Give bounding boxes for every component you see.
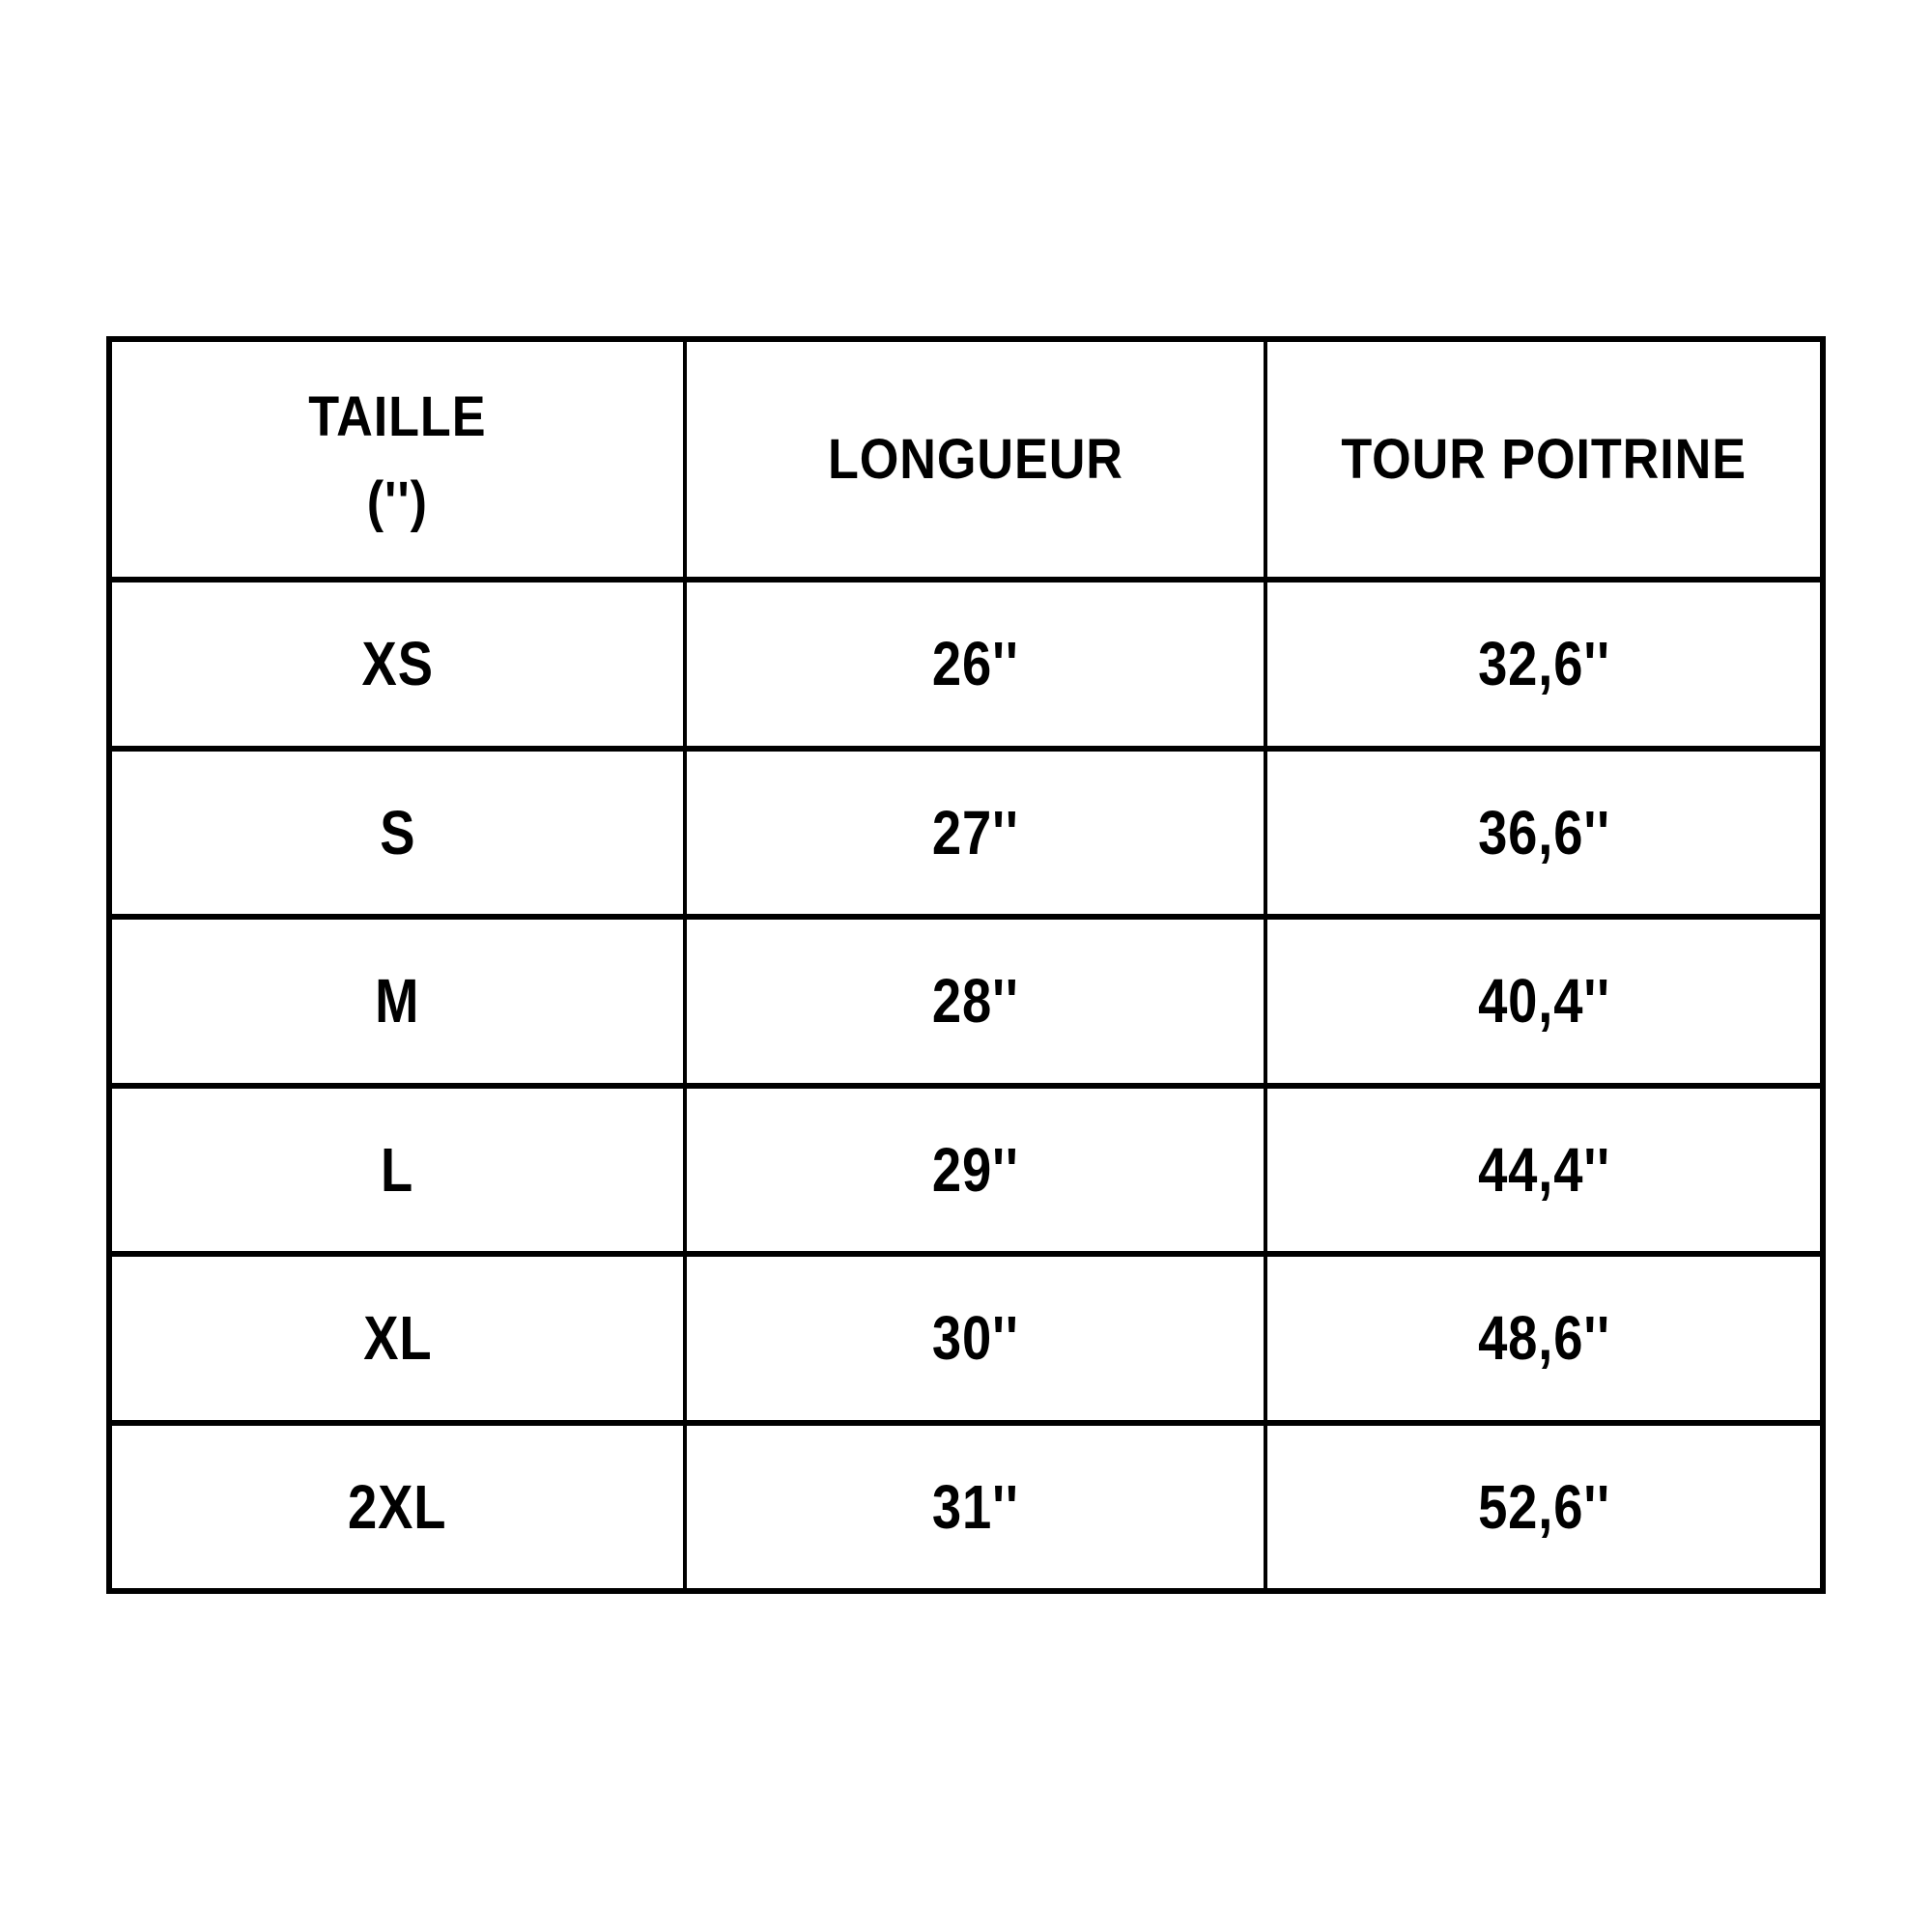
chest-value: 36,6'' bbox=[1477, 797, 1610, 867]
header-cell-taille bbox=[112, 342, 687, 577]
size-value: S bbox=[379, 797, 416, 867]
size-value: L bbox=[381, 1134, 414, 1205]
chest-value: 40,4'' bbox=[1477, 966, 1610, 1037]
size-cell bbox=[112, 1257, 687, 1420]
size-cell bbox=[112, 1426, 687, 1589]
table-row-xl bbox=[112, 1257, 1820, 1426]
chest-cell bbox=[1267, 1089, 1820, 1252]
header-cell-longueur bbox=[687, 342, 1267, 577]
size-cell bbox=[112, 920, 687, 1083]
header-taille-stack bbox=[308, 384, 487, 533]
length-value: 27'' bbox=[931, 797, 1019, 867]
size-cell bbox=[112, 582, 687, 746]
header-tour-poitrine-label: TOUR POITRINE bbox=[1341, 428, 1747, 491]
table-row-l bbox=[112, 1089, 1820, 1258]
size-value: 2XL bbox=[348, 1471, 447, 1542]
size-value: XL bbox=[362, 1303, 433, 1374]
chest-cell bbox=[1267, 752, 1820, 915]
length-cell bbox=[687, 920, 1267, 1083]
table-row-m bbox=[112, 920, 1820, 1089]
chest-value: 52,6'' bbox=[1477, 1471, 1610, 1542]
length-cell bbox=[687, 1257, 1267, 1420]
length-value: 31'' bbox=[931, 1471, 1019, 1542]
header-longueur-label: LONGUEUR bbox=[827, 428, 1123, 491]
chest-value: 44,4'' bbox=[1477, 1134, 1610, 1205]
size-chart-table bbox=[106, 336, 1826, 1594]
size-value: M bbox=[375, 966, 420, 1037]
length-cell bbox=[687, 582, 1267, 746]
chest-cell bbox=[1267, 582, 1820, 746]
chest-cell bbox=[1267, 1257, 1820, 1420]
size-cell bbox=[112, 1089, 687, 1252]
size-value: XS bbox=[361, 629, 434, 699]
table-row-xs bbox=[112, 582, 1820, 752]
length-cell bbox=[687, 752, 1267, 915]
length-value: 29'' bbox=[931, 1134, 1019, 1205]
table-row-2xl bbox=[112, 1426, 1820, 1589]
header-cell-tour-poitrine bbox=[1267, 342, 1820, 577]
header-taille-unit: ('') bbox=[366, 469, 429, 533]
header-taille-label: TAILLE bbox=[308, 384, 487, 448]
chest-value: 48,6'' bbox=[1477, 1303, 1610, 1374]
length-value: 28'' bbox=[931, 966, 1019, 1037]
length-cell bbox=[687, 1089, 1267, 1252]
table-header-row bbox=[112, 342, 1820, 582]
table-row-s bbox=[112, 752, 1820, 921]
length-value: 30'' bbox=[931, 1303, 1019, 1374]
size-cell bbox=[112, 752, 687, 915]
chest-cell bbox=[1267, 1426, 1820, 1589]
length-cell bbox=[687, 1426, 1267, 1589]
length-value: 26'' bbox=[931, 629, 1019, 699]
chest-value: 32,6'' bbox=[1477, 629, 1610, 699]
chest-cell bbox=[1267, 920, 1820, 1083]
